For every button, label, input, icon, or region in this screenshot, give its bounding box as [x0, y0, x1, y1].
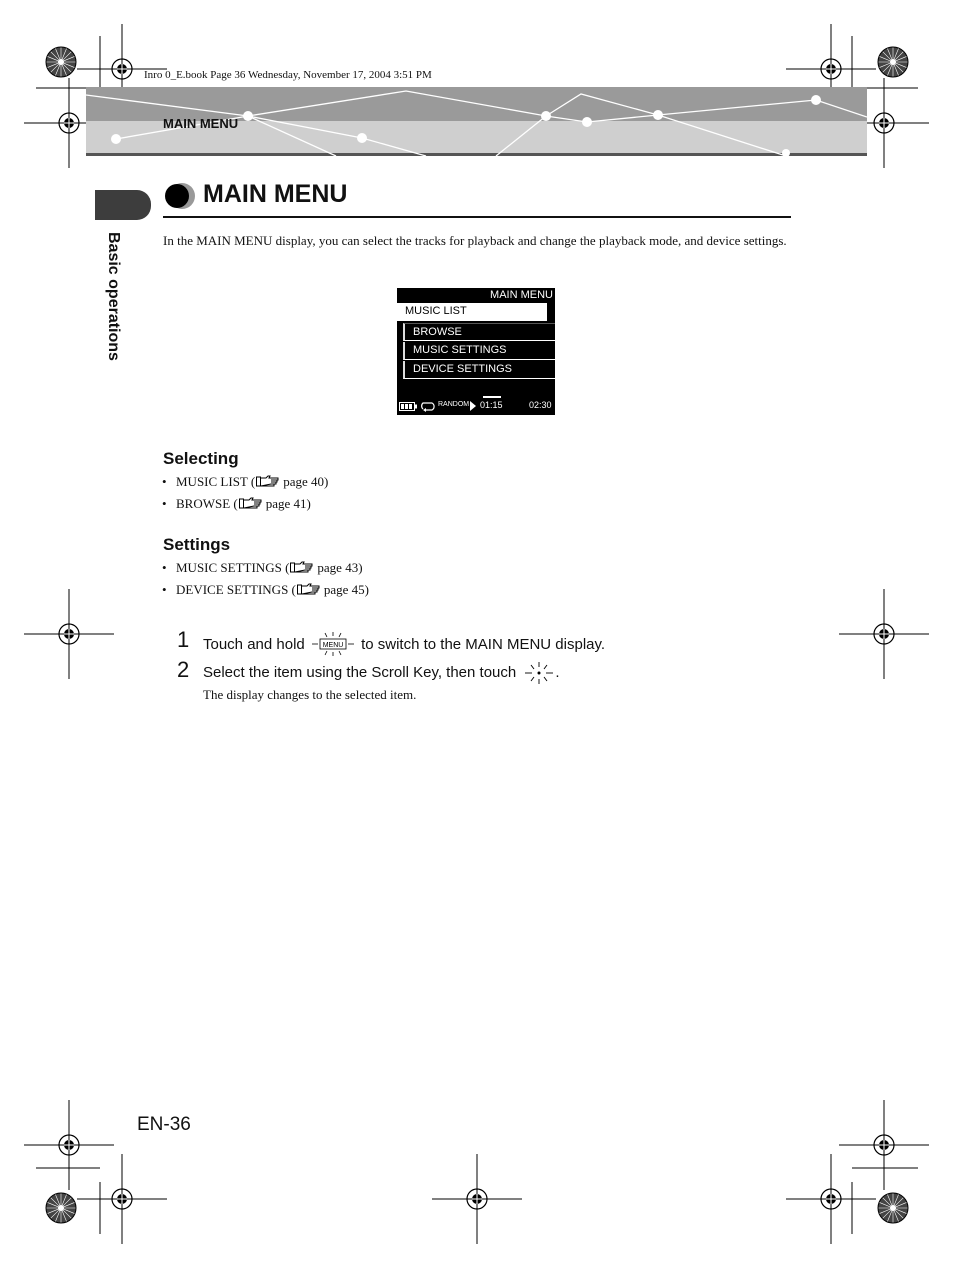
repeat-icon: [420, 401, 436, 412]
pointing-hand-icon: [256, 475, 280, 487]
step-1-text-before: Touch and hold: [203, 636, 305, 653]
side-tab-label-wrap: [104, 232, 144, 382]
settings-item-page: page 45): [323, 582, 370, 597]
battery-icon: [399, 402, 417, 411]
settings-item-label: MUSIC SETTINGS (: [176, 560, 290, 575]
step-2-text-after: .: [555, 664, 560, 681]
device-screen-title: MAIN MENU: [490, 289, 553, 301]
settings-item-device-settings: [162, 582, 402, 600]
step-1-number: 1: [177, 627, 190, 652]
selecting-item-label: MUSIC LIST (: [176, 474, 256, 489]
page-title: MAIN MENU: [203, 180, 348, 208]
step-2-text: [203, 661, 560, 685]
device-menu-item-browse: BROWSE: [403, 323, 555, 341]
title-bar: [163, 178, 791, 218]
step-2-note: The display changes to the selected item.: [203, 687, 417, 702]
selecting-item-label: BROWSE (: [176, 496, 238, 511]
selecting-item-page: page 41): [265, 496, 311, 511]
device-elapsed-time: 01:15: [480, 400, 503, 410]
bullet-circle-icon: [163, 181, 197, 211]
settings-item-music-settings: [162, 560, 402, 578]
device-menu-item-device-settings: DEVICE SETTINGS: [403, 361, 555, 379]
device-mode: RANDOM: [438, 401, 470, 408]
device-menu-item-music-list: MUSIC LIST: [397, 303, 547, 321]
play-icon: [470, 401, 476, 411]
device-status-bar: [397, 398, 555, 415]
side-tab: [95, 190, 151, 220]
menu-touch-icon: [311, 631, 355, 657]
pointing-hand-icon: [290, 561, 314, 573]
selecting-item-page: page 40): [283, 474, 329, 489]
settings-heading: Settings: [163, 535, 231, 554]
selecting-item-browse: [162, 496, 382, 514]
book-info: Inro 0_E.book Page 36 Wednesday, November 17, 2004 3:51 PM: [144, 69, 432, 81]
device-screen: [397, 288, 555, 415]
bullet: •: [162, 560, 167, 575]
touch-icon: [524, 661, 554, 685]
bullet: •: [162, 474, 167, 489]
header-section-label: MAIN MENU: [163, 116, 239, 131]
menu-icon-label: MENU: [322, 642, 344, 649]
step-1-text-after: to switch to the MAIN MENU display.: [361, 636, 606, 653]
settings-item-label: DEVICE SETTINGS (: [176, 582, 296, 597]
bullet: •: [162, 496, 167, 511]
device-total-time: 02:30: [529, 400, 552, 410]
page-number: EN-36: [137, 1114, 191, 1135]
device-menu-item-music-settings: MUSIC SETTINGS: [403, 342, 555, 360]
bullet: •: [162, 582, 167, 597]
device-scrollbar: [549, 303, 555, 321]
step-1-text: [203, 631, 605, 657]
selecting-heading: Selecting: [163, 449, 239, 468]
step-2-number: 2: [177, 657, 190, 682]
pointing-hand-icon: [239, 497, 263, 509]
step-2-text-before: Select the item using the Scroll Key, then touch: [203, 664, 517, 681]
selecting-item-music-list: [162, 474, 382, 492]
settings-item-page: page 43): [317, 560, 363, 575]
intro-paragraph: In the MAIN MENU display, you can select the tracks for playback and change the playback mode, and device settings.: [163, 233, 787, 248]
side-tab-label: Basic operations: [105, 232, 122, 361]
pointing-hand-icon: [297, 583, 321, 595]
